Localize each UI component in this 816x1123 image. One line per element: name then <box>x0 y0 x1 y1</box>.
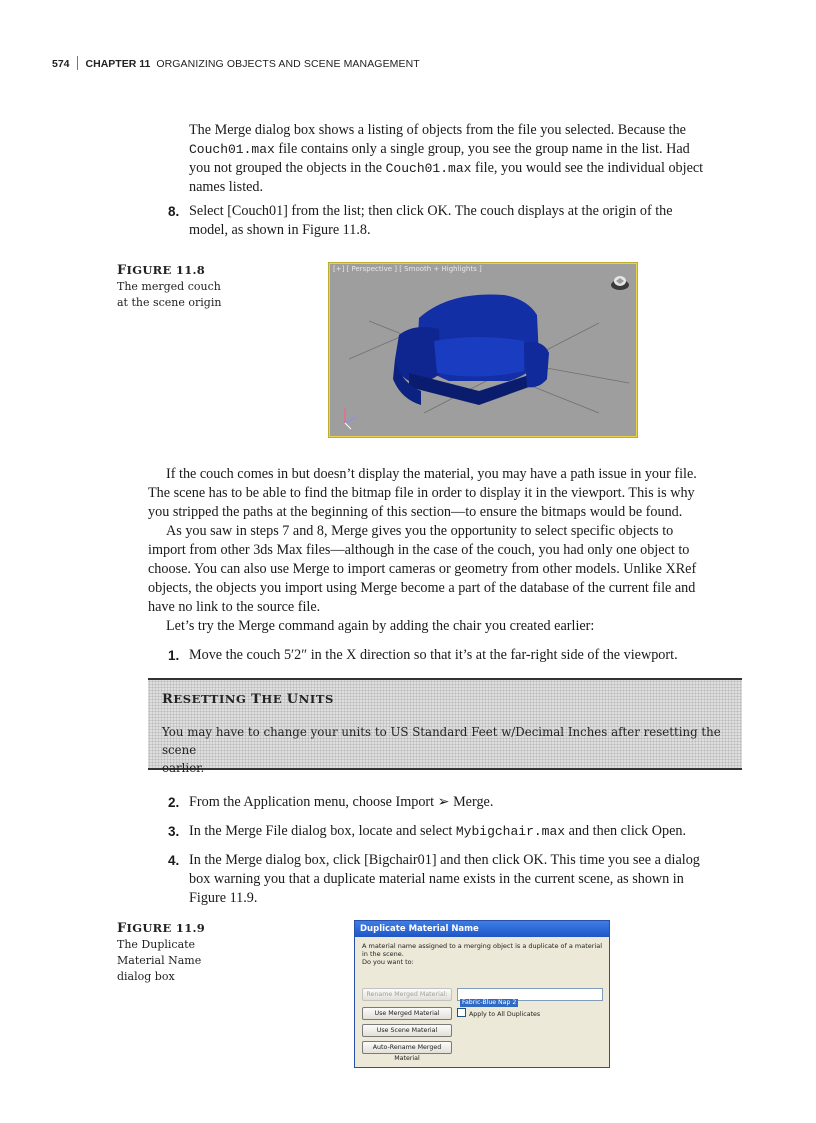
intro-line-4: names listed. <box>189 179 264 195</box>
chapter-label: CHAPTER 11 <box>85 58 151 70</box>
use-scene-material-button[interactable]: Use Scene Material <box>362 1024 452 1037</box>
figure-caption-line-3: dialog box <box>117 970 175 983</box>
rename-merged-material-button[interactable]: Rename Merged Material: <box>362 988 452 1001</box>
para-2-line-2: import from other 3ds Max files—although in the case of the couch, you had only one object to <box>148 542 690 558</box>
step-1-text: Move the couch 5′2″ in the X direction so that it’s at the far-right side of the viewport. <box>189 647 678 663</box>
para-1-line-3: you stripped the paths at the beginning of this section—to ensure the bitmaps would be found. <box>148 504 683 520</box>
para-1-line-1: If the couch comes in but doesn’t display the material, you may have a path issue in your file. <box>166 466 697 482</box>
step-number: 2. <box>168 795 180 810</box>
step-number: 8. <box>168 204 180 219</box>
dialog-message <box>362 942 606 966</box>
step-4-line-2: box warning you that a duplicate material name exists in the current scene, as shown in <box>189 871 684 887</box>
note-title: RESETTING THE UNITS <box>162 692 334 707</box>
step-3 <box>168 822 749 841</box>
para-2-line-3: choose. You can also use Merge to import cameras or geometry from other models. Unlike XRef <box>148 561 697 577</box>
use-merged-material-button[interactable]: Use Merged Material <box>362 1007 452 1020</box>
step-2 <box>168 793 749 812</box>
intro-line-2: Couch01.max file contains only a single group, you see the group name in the list. Had <box>189 141 690 157</box>
auto-rename-merged-material-button[interactable]: Auto-Rename Merged Material <box>362 1041 452 1054</box>
step-1 <box>168 646 749 665</box>
figure-11-8-caption <box>117 262 277 311</box>
step-4-line-3: Figure 11.9. <box>189 890 258 906</box>
note-body-line-1: You may have to change your units to US Standard Feet w/Decimal Inches after resetting the scene <box>162 725 721 757</box>
note-box <box>148 678 742 775</box>
step-8 <box>168 202 749 240</box>
note-body-line-2: earlier. <box>162 761 205 775</box>
checkbox-box[interactable] <box>457 1008 466 1017</box>
material-name-input[interactable] <box>457 988 603 1006</box>
para-2-line-1: As you saw in steps 7 and 8, Merge gives you the opportunity to select specific objects to <box>166 523 674 539</box>
header-divider <box>77 56 78 70</box>
note-body <box>162 723 727 777</box>
axis-tripod <box>345 408 357 429</box>
step-number: 3. <box>168 824 180 839</box>
figure-11-9-caption <box>117 920 277 985</box>
dialog-message-line-2: Do you want to: <box>362 958 414 966</box>
apply-to-all-label: Apply to All Duplicates <box>469 1011 541 1018</box>
perspective-viewport-image <box>328 262 638 438</box>
intro-paragraph <box>189 121 749 197</box>
para-1-line-2: The scene has to be able to find the bitmap file in order to display it in the viewport. This is why <box>148 485 695 501</box>
step-4 <box>168 851 749 908</box>
viewport-label[interactable]: [+] [ Perspective ] [ Smooth + Highlights ] <box>333 265 482 273</box>
step-4-line-1: In the Merge dialog box, click [Bigchair01] and then click OK. This time you see a dialog <box>189 852 700 868</box>
figure-caption-line-2: at the scene origin <box>117 296 222 309</box>
duplicate-material-dialog <box>354 920 610 1068</box>
figure-caption-line-1: The Duplicate <box>117 938 196 951</box>
dialog-message-line-1: A material name assigned to a merging object is a duplicate of a material in the scene. <box>362 942 603 958</box>
figure-label: FIGURE 11.8 <box>117 263 206 278</box>
intro-line-3: you not grouped the objects in the Couch01.max file, you would see the individual object <box>189 160 704 176</box>
para-2-line-4: objects, the objects you import using Merge become a part of the database of the current file and <box>148 580 696 596</box>
page-number: 574 <box>52 58 70 70</box>
para-2-line-5: have no link to the source file. <box>148 599 321 615</box>
apply-to-all-checkbox[interactable] <box>457 1008 540 1018</box>
chapter-title: ORGANIZING OBJECTS AND SCENE MANAGEMENT <box>156 58 420 70</box>
viewport-scene <box>329 263 637 437</box>
material-name-value: Fabric-Blue Nap 2 <box>462 999 517 1006</box>
body-text <box>148 465 748 636</box>
step-number: 1. <box>168 648 180 663</box>
step-number: 4. <box>168 853 180 868</box>
figure-caption-line-2: Material Name <box>117 954 202 967</box>
step-2-text: From the Application menu, choose Import ➢ Merge. <box>189 794 494 810</box>
step-8-line-2: model, as shown in Figure 11.8. <box>189 222 371 238</box>
figure-label: FIGURE 11.9 <box>117 921 206 936</box>
para-3: Let’s try the Merge command again by adding the chair you created earlier: <box>166 618 595 634</box>
intro-line-1: The Merge dialog box shows a listing of objects from the file you selected. Because the <box>189 122 686 138</box>
running-header <box>52 56 420 70</box>
step-3-text: In the Merge File dialog box, locate and select Mybigchair.max and then click Open. <box>189 823 687 839</box>
step-8-line-1: Select [Couch01] from the list; then click OK. The couch displays at the origin of the <box>189 203 673 219</box>
dialog-title: Duplicate Material Name <box>355 921 609 937</box>
figure-caption-line-1: The merged couch <box>117 280 221 293</box>
viewcube-icon[interactable] <box>611 276 629 290</box>
